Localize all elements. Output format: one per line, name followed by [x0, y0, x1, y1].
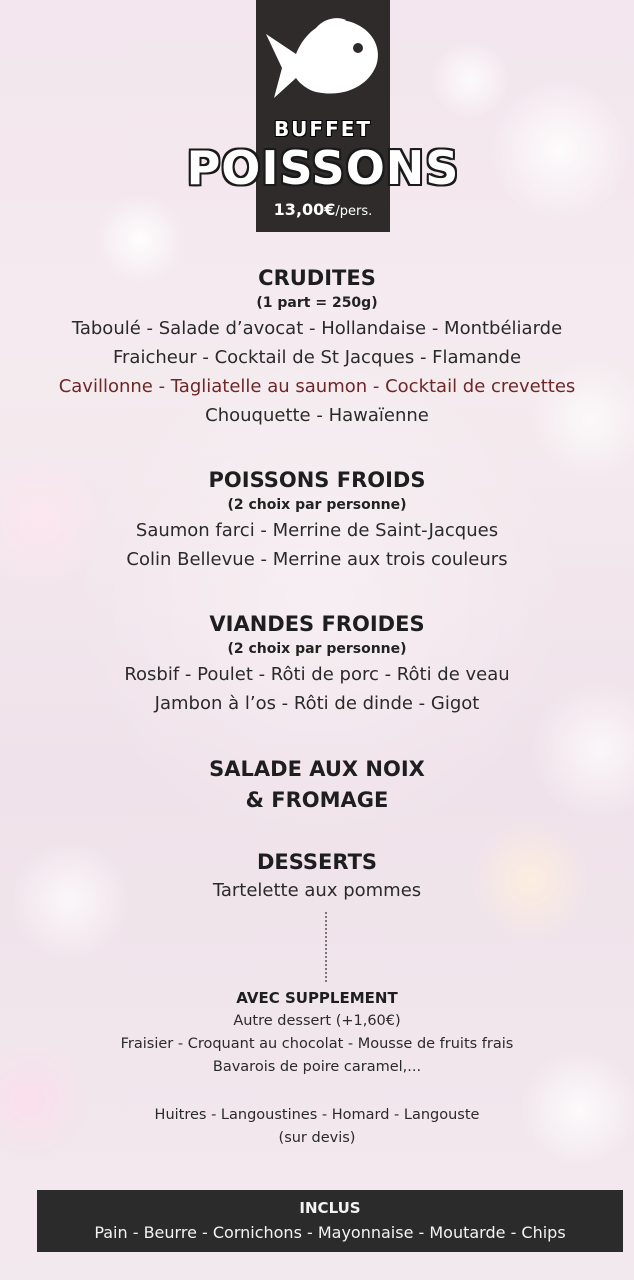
poissons-froids-subtitle: (2 choix par personne)	[227, 497, 407, 513]
section-desserts	[0, 848, 634, 905]
supplement-line: Bavarois de poire caramel,...	[212, 1059, 422, 1075]
section-crudites	[0, 264, 634, 430]
poissons-froids-line: Saumon farci - Merrine de Saint-Jacques	[135, 520, 499, 541]
crudites-title: CRUDITES	[258, 266, 376, 290]
poissons-froids-title: POISSONS FROIDS	[208, 468, 426, 492]
price-value: 13,00€	[273, 200, 336, 219]
footer-items: Pain - Beurre - Cornichons - Mayonnaise - Moutarde - Chips	[94, 1223, 566, 1242]
crudites-line: Chouquette - Hawaïenne	[205, 405, 429, 426]
poissons-froids-line: Colin Bellevue - Merrine aux trois couleurs	[126, 549, 508, 570]
desserts-line: Tartelette aux pommes	[212, 880, 422, 901]
footer-title: INCLUS	[299, 1199, 361, 1217]
viandes-froides-title: VIANDES FROIDES	[209, 612, 425, 636]
header-logo-box	[256, 0, 390, 232]
salade-title-line1: SALADE AUX NOIX	[209, 757, 425, 781]
section-salade	[0, 754, 634, 816]
supplement-title: AVEC SUPPLEMENT	[236, 989, 398, 1007]
supplement-line: Fraisier - Croquant au chocolat - Mousse de fruits frais	[120, 1036, 514, 1052]
viandes-froides-line: Rosbif - Poulet - Rôti de porc - Rôti de veau	[124, 664, 510, 685]
brand-buffet: BUFFET	[273, 117, 373, 141]
crudites-line: Taboulé - Salade d’avocat - Hollandaise - Montbéliarde	[71, 318, 563, 339]
crudites-line: Fraicheur - Cocktail de St Jacques - Flamande	[112, 347, 522, 368]
dotted-divider	[325, 912, 327, 982]
section-supplement	[0, 986, 634, 1079]
crudites-line: Cavillonne - Tagliatelle au saumon - Cocktail de crevettes	[58, 376, 576, 397]
brand-poissons: POISSONS	[186, 141, 460, 195]
section-viandes-froides	[0, 610, 634, 718]
seafood-note: (sur devis)	[278, 1130, 356, 1146]
viandes-froides-line: Jambon à l’os - Rôti de dinde - Gigot	[154, 693, 480, 714]
salade-title-line2: & FROMAGE	[245, 788, 389, 812]
price	[256, 200, 390, 219]
seafood-line: Huitres - Langoustines - Homard - Langouste	[154, 1107, 480, 1123]
fish-icon	[264, 6, 382, 110]
desserts-title: DESSERTS	[256, 850, 378, 874]
crudites-subtitle: (1 part = 250g)	[256, 295, 378, 311]
viandes-froides-subtitle: (2 choix par personne)	[227, 641, 407, 657]
section-seafood	[0, 1104, 634, 1150]
footer-included-bar	[37, 1190, 623, 1252]
price-unit: /pers.	[335, 204, 373, 219]
section-poissons-froids	[0, 466, 634, 574]
supplement-line: Autre dessert (+1,60€)	[233, 1013, 401, 1029]
